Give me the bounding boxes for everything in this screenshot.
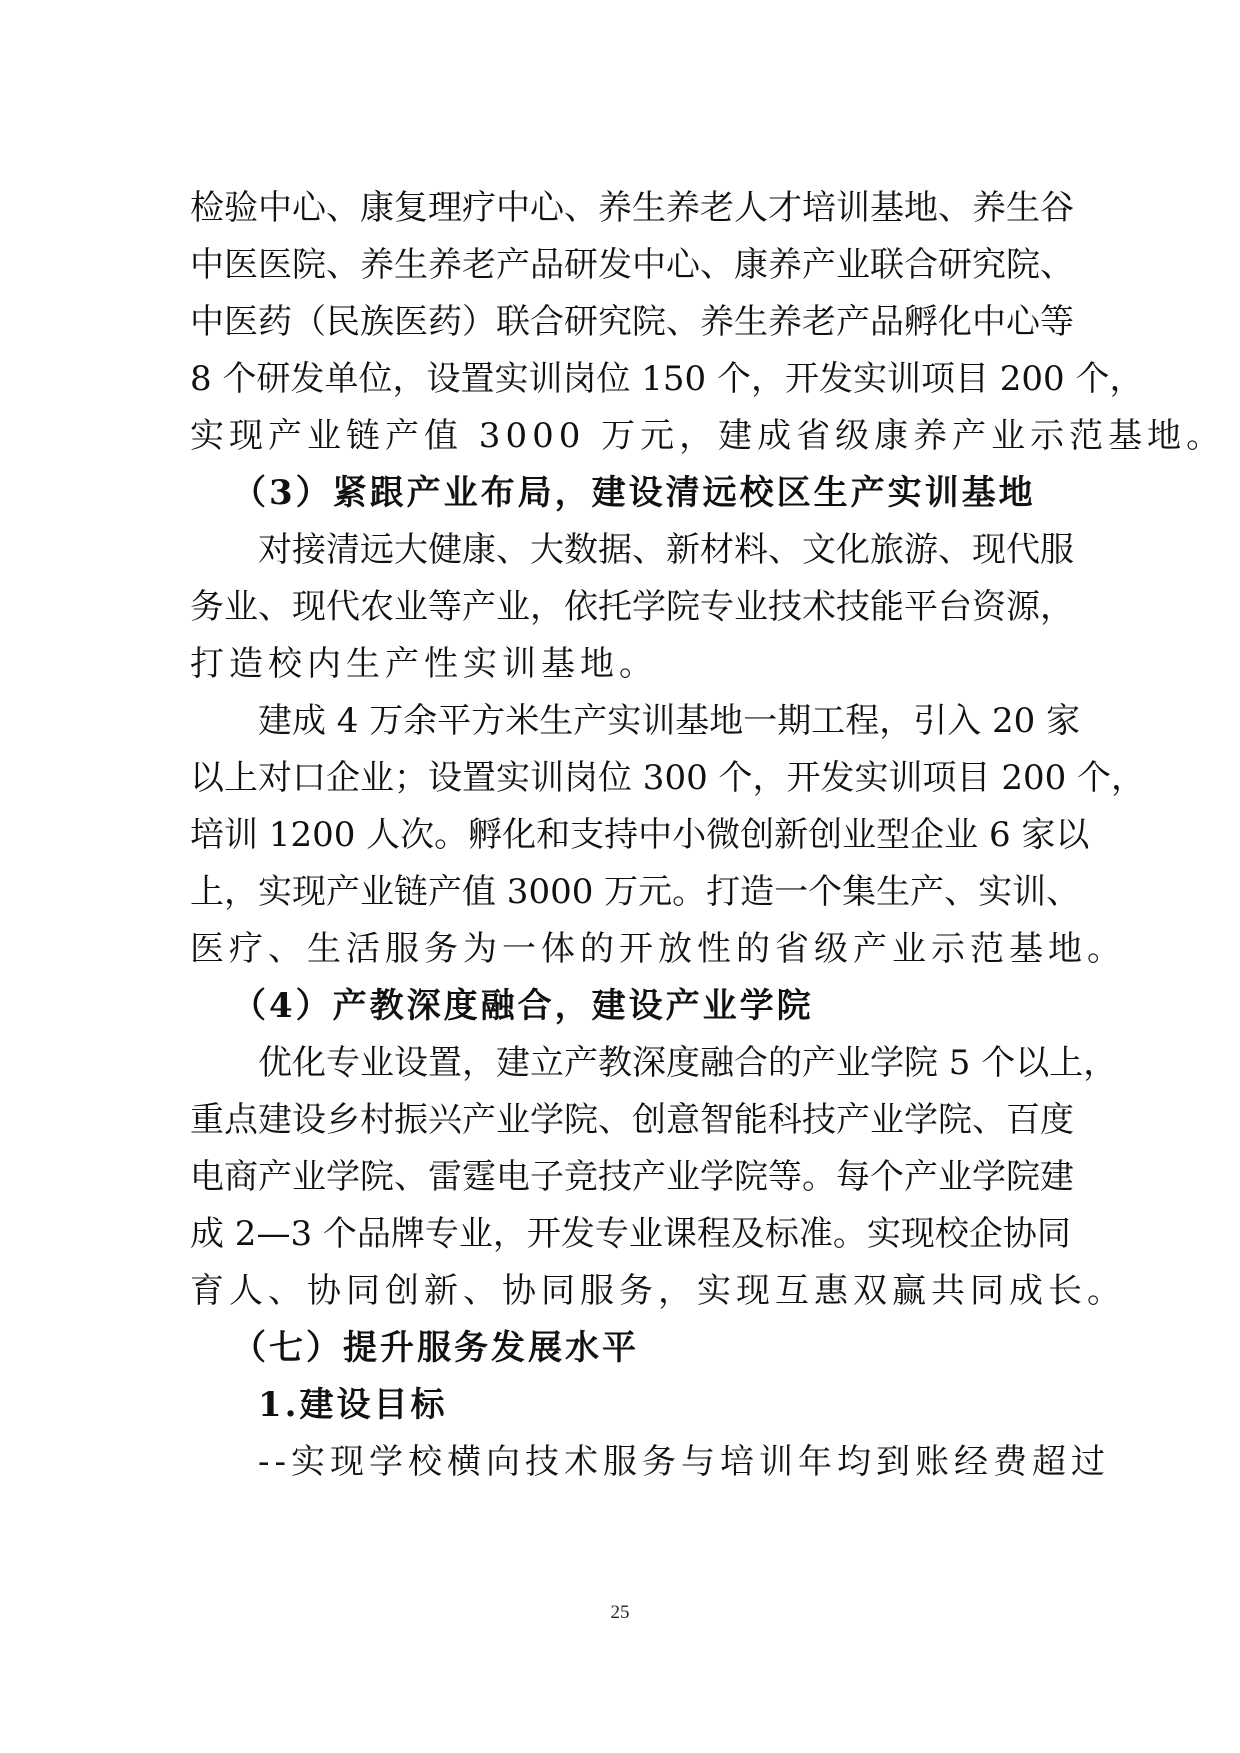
page-number: 25 [610,1602,630,1623]
paragraph-line: 成 2—3 个品牌专业，开发专业课程及标准。实现校企协同 [190,1214,1071,1254]
paragraph-line: 医疗、生活服务为一体的开放性的省级产业示范基地。 [190,929,1126,969]
paragraph-line: 重点建设乡村振兴产业学院、创意智能科技产业学院、百度 [190,1100,1074,1140]
paragraph-line: 打造校内生产性实训基地。 [190,644,658,684]
paragraph-line: 优化专业设置，建立产教深度融合的产业学院 5 个以上， [258,1043,1118,1083]
paragraph-line: 电商产业学院、雷霆电子竞技产业学院等。每个产业学院建 [190,1157,1074,1197]
paragraph-line: 检验中心、康复理疗中心、养生养老人才培训基地、养生谷 [190,188,1074,228]
paragraph-line: 中医药（民族医药）联合研究院、养生养老产品孵化中心等 [190,302,1074,342]
subsection-heading: （3）紧跟产业布局，建设清远校区生产实训基地 [232,473,1036,513]
subsection-heading: 1.建设目标 [258,1385,448,1425]
paragraph-line: 以上对口企业；设置实训岗位 300 个，开发实训项目 200 个， [190,758,1146,798]
subsection-heading: （4）产教深度融合，建设产业学院 [232,986,814,1026]
paragraph-line: 中医医院、养生养老产品研发中心、康养产业联合研究院、 [190,245,1074,285]
paragraph-line: 务业、现代农业等产业，依托学院专业技术技能平台资源， [190,587,1074,627]
paragraph-line: 8 个研发单位，设置实训岗位 150 个，开发实训项目 200 个， [190,359,1144,399]
paragraph-line: 建成 4 万余平方米生产实训基地一期工程，引入 20 家 [258,701,1081,741]
paragraph-line: --实现学校横向技术服务与培训年均到账经费超过 [258,1442,1110,1482]
paragraph-line: 育人、协同创新、协同服务，实现互惠双赢共同成长。 [190,1271,1126,1311]
paragraph-line: 上，实现产业链产值 3000 万元。打造一个集生产、实训、 [190,872,1081,912]
section-heading: （七）提升服务发展水平 [232,1328,639,1368]
paragraph-line: 对接清远大健康、大数据、新材料、文化旅游、现代服 [258,530,1074,570]
paragraph-line: 培训 1200 人次。孵化和支持中小微创新创业型企业 6 家以 [190,815,1090,855]
paragraph-line: 实现产业链产值 3000 万元，建成省级康养产业示范基地。 [190,416,1226,456]
